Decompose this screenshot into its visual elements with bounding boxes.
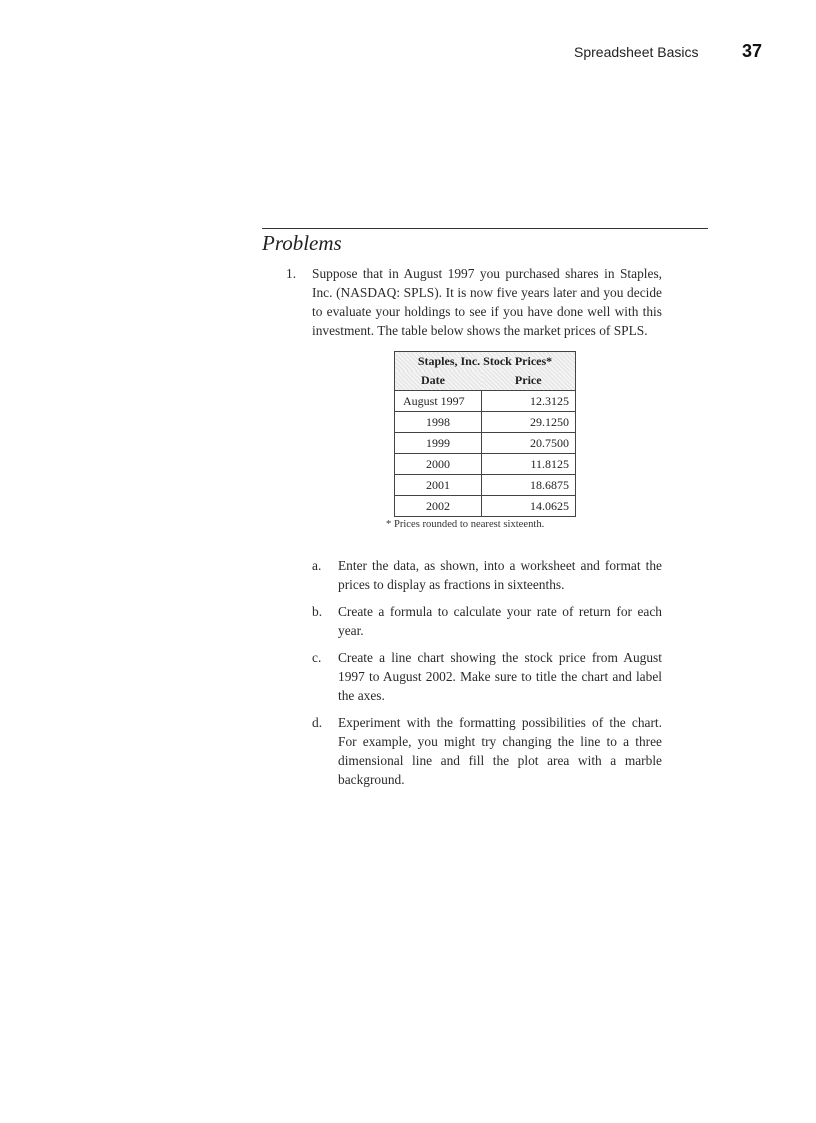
subitem-list (312, 556, 662, 797)
subitem-text: Enter the data, as shown, into a worksheet and format the prices to display as fractions in sixteenths. (338, 558, 662, 592)
page-number: 37 (742, 41, 763, 61)
price-cell: 11.8125 (482, 454, 576, 475)
table-row (395, 496, 576, 517)
problem-text: Suppose that in August 1997 you purchased shares in Staples, Inc. (NASDAQ: SPLS). It is now five years later and you decide to evaluate your holdings to see if you have done well with this investment. The table below shows the market prices of SPLS. (312, 266, 662, 338)
subitem-letter: c. (312, 650, 322, 665)
subitem-letter: a. (312, 558, 322, 573)
subitem-text: Create a line chart showing the stock price from August 1997 to August 2002. Make sure to title the chart and label the axes. (338, 650, 662, 703)
date-cell: 2000 (395, 454, 482, 475)
date-cell: 2002 (395, 496, 482, 517)
subitem-text: Experiment with the formatting possibilities of the chart. For example, you might try changing the line to a three dimensional line and fill the plot area with a marble background. (338, 715, 662, 787)
price-cell: 18.6875 (482, 475, 576, 496)
subitem-a (312, 556, 662, 594)
subitem-letter: b. (312, 604, 323, 619)
running-head-title: Spreadsheet Basics (574, 44, 699, 60)
table-row (395, 391, 576, 412)
subitem-d (312, 713, 662, 789)
price-cell: 29.1250 (482, 412, 576, 433)
stock-price-table (394, 351, 576, 517)
column-header-date: Date (395, 371, 482, 391)
subitem-letter: d. (312, 715, 323, 730)
table-caption: Staples, Inc. Stock Prices* (395, 352, 576, 372)
date-cell: August 1997 (395, 391, 482, 412)
running-head (0, 42, 816, 64)
price-cell: 12.3125 (482, 391, 576, 412)
price-cell: 20.7500 (482, 433, 576, 454)
section-title: Problems (262, 228, 708, 256)
table-row (395, 433, 576, 454)
date-cell: 1998 (395, 412, 482, 433)
subitem-b (312, 602, 662, 640)
table-footnote: * Prices rounded to nearest sixteenth. (386, 519, 545, 530)
table-row (395, 412, 576, 433)
subitem-text: Create a formula to calculate your rate of return for each year. (338, 604, 662, 638)
problem-1 (286, 264, 662, 340)
column-header-price: Price (482, 371, 576, 391)
date-cell: 2001 (395, 475, 482, 496)
date-cell: 1999 (395, 433, 482, 454)
price-cell: 14.0625 (482, 496, 576, 517)
stock-price-table-block (386, 351, 578, 530)
subitem-c (312, 648, 662, 705)
problem-number: 1. (286, 266, 297, 281)
table-row (395, 454, 576, 475)
table-row (395, 475, 576, 496)
